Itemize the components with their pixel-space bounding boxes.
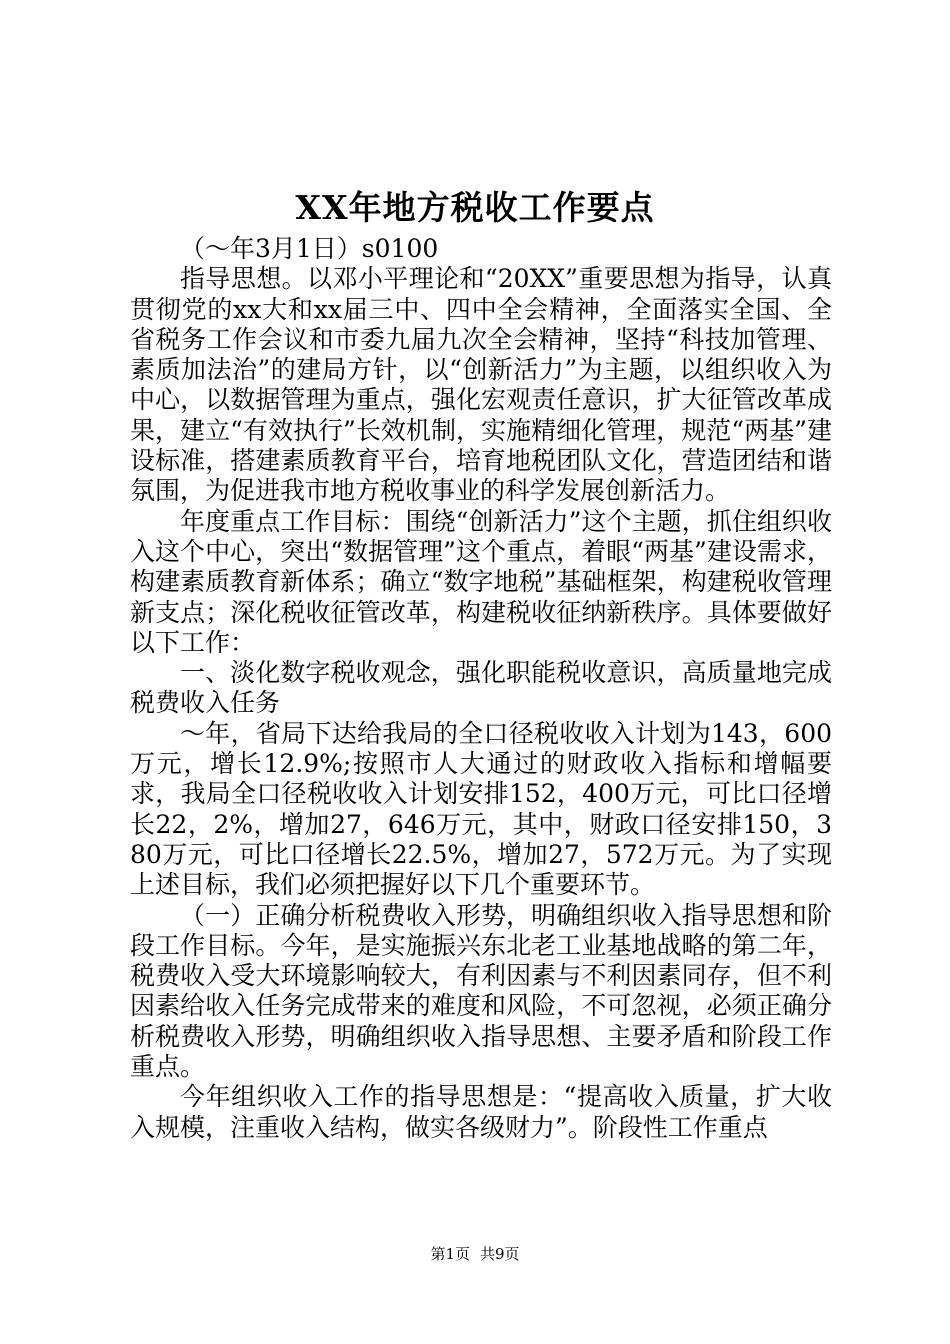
page-number: 第1页	[430, 1245, 470, 1263]
paragraph-guiding-principle: 今年组织收入工作的指导思想是：“提高收入质量，扩大收入规模，注重收入结构，做实各级财力”。阶段性工作重点	[130, 1082, 832, 1142]
document-body	[130, 234, 832, 1143]
paragraph-revenue-plan: ～年，省局下达给我局的全口径税收收入计划为143，600万元，增长12.9%;按照市人大通过的财政收入指标和增幅要求，我局全口径税收收入计划安排152，400万元，可比口径增长22，2%，增加27，646万元，其中，财政口径安排150，380万元，可比口径增长22.5%，增加27，572万元。为了实现上述目标，我们必须把握好以下几个重要环节。	[130, 718, 832, 900]
paragraph-guiding-thought: 指导思想。以邓小平理论和“20XX”重要思想为指导，认真贯彻党的xx大和xx届三中、四中全会精神，全面落实全国、全省税务工作会议和市委九届九次全会精神，坚持“科技加管理、素质加法治”的建局方针，以“创新活力”为主题，以组织收入为中心，以数据管理为重点，强化宏观责任意识，扩大征管改革成果，建立“有效执行”长效机制，实施精细化管理，规范“两基”建设标准，搭建素质教育平台，培育地税团队文化，营造团结和谐氛围，为促进我市地方税收事业的科学发展创新活力。	[130, 264, 832, 506]
page-footer	[0, 1244, 950, 1264]
date-line: （～年3月1日）s0100	[180, 234, 439, 263]
section-heading-1: 一、淡化数字税收观念，强化职能税收意识，高质量地完成税费收入任务	[130, 658, 832, 718]
document-title: XX年地方税收工作要点	[295, 188, 655, 227]
paragraph-subsection-1: （一）正确分析税费收入形势，明确组织收入指导思想和阶段工作目标。今年，是实施振兴东北老工业基地战略的第二年，税费收入受大环境影响较大，有利因素与不利因素同存，但不利因素给收入任务完成带来的难度和风险，不可忽视，必须正确分析税费收入形势，明确组织收入指导思想、主要矛盾和阶段工作重点。	[130, 900, 832, 1082]
paragraph-annual-goals: 年度重点工作目标：围绕“创新活力”这个主题，抓住组织收入这个中心，突出“数据管理”这个重点，着眼“两基”建设需求，构建素质教育新体系；确立“数字地税”基础框架，构建税收管理新支点；深化税收征管改革，构建税收征纳新秩序。具体要做好以下工作：	[130, 506, 832, 657]
page-total: 共9页	[480, 1245, 520, 1263]
